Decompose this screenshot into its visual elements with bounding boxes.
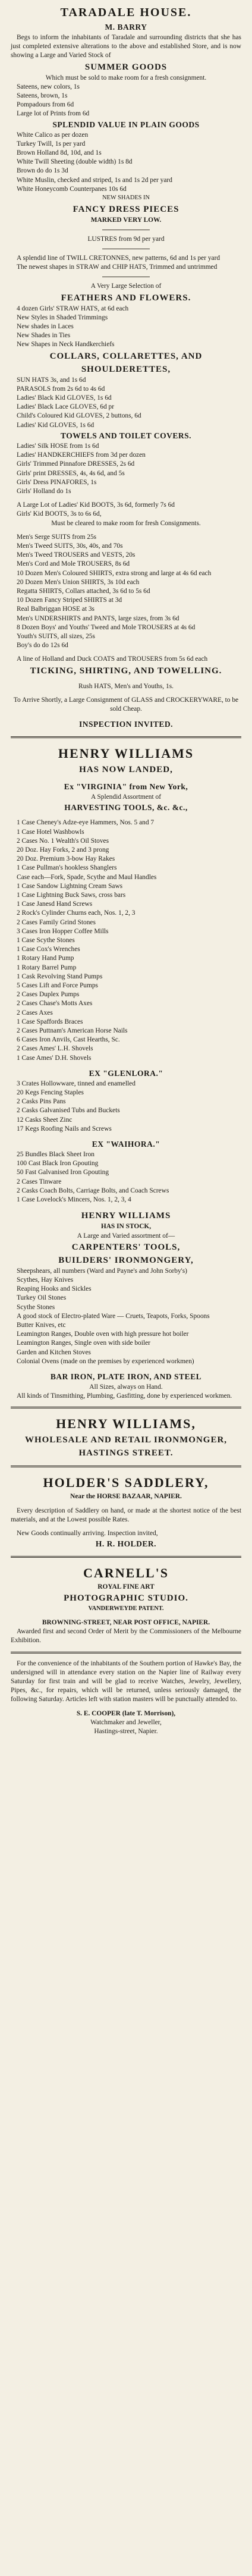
- advert-separator: [11, 1652, 241, 1653]
- list-item: Sheepshears, all numbers (Ward and Payne's and John Sorby's): [17, 1267, 187, 1275]
- list-item: 2 Casks Galvanised Tubs and Buckets: [17, 1107, 120, 1115]
- advert-separator: [11, 1407, 241, 1408]
- rush-hats-text: Rush HATS, Men's and Youths, 1s.: [78, 682, 174, 690]
- list-item: 1 Rotary Hand Pump: [17, 955, 74, 962]
- list-item: Pompadours from 6d: [17, 101, 74, 109]
- list-item: 20 Kegs Fencing Staples: [17, 1089, 84, 1097]
- list-item: Turkey Oil Stones: [17, 1294, 67, 1302]
- ticking-heading: TICKING, SHIRTING, AND TOWELLING.: [30, 666, 222, 676]
- proprietor-name: M. BARRY: [105, 23, 147, 32]
- list-item: 1 Case Janesd Hand Screws: [17, 900, 93, 908]
- in-stock-label: HAS IN STOCK,: [100, 1223, 152, 1231]
- intro-text: Begs to inform the inhabitants of Taradale and surrounding districts that she has just completed extensive alterations to the above and established Store, and is now showing a Large and Varied Stock of: [11, 34, 241, 59]
- list-item: 2 Casks Coach Bolts, Carriage Bolts, and Coach Screws: [17, 1187, 169, 1194]
- list-item: Turkey Twill, 1s per yard: [17, 140, 86, 148]
- list-item: 3 Cases Iron Hopper Coffee Mills: [17, 927, 109, 935]
- advert-separator: [11, 736, 241, 738]
- ship-virginia: Ex "VIRGINIA" from New York,: [64, 782, 188, 792]
- mens-list: [11, 533, 241, 651]
- list-item: Butter Knives, etc: [17, 1321, 66, 1329]
- list-item: 2 Cases Puttnam's American Horse Nails: [17, 1027, 128, 1035]
- carpenters-heading: CARPENTERS' TOOLS,: [71, 1242, 181, 1252]
- list-item: 100 Cast Black Iron Gpouting: [17, 1160, 99, 1168]
- collars-list: [11, 376, 241, 430]
- hats-text: The newest shapes in STRAW and CHIP HATS, Trimmed and untrimmed: [17, 263, 218, 271]
- watchmaker-notice: [11, 1659, 241, 1737]
- cretonnes-text: A splendid line of TWILL CRETONNES, new patterns, 6d and 1s per yard: [17, 255, 220, 262]
- list-item: Colonial Ovens (made on the premises by experienced workmen): [17, 1357, 194, 1365]
- landed-heading: HAS NOW LANDED,: [79, 765, 173, 775]
- list-item: 12 Casks Sheet Zinc: [17, 1116, 73, 1124]
- list-item: Ladies' Kid GLOVES, 1s 6d: [17, 421, 94, 429]
- list-item: Men's Tweed TROUSERS and VESTS, 20s: [17, 551, 136, 559]
- list-item: Scythe Stones: [17, 1303, 55, 1311]
- list-item: Brown do do 1s 3d: [17, 167, 68, 175]
- list-item: Boy's do do 12s 6d: [17, 642, 68, 650]
- advert-separator: [11, 1466, 241, 1467]
- list-item: 8 Dozen Boys' and Youths' Tweed and Mole TROUSERS at 4s 6d: [17, 623, 196, 631]
- list-item: 2 Cases Family Grind Stones: [17, 918, 96, 926]
- list-item: Ladies' Black Lace GLOVES, 6d pr: [17, 403, 115, 411]
- selection-label: A Very Large Selection of: [90, 283, 162, 290]
- summer-goods-heading: SUMMER GOODS: [84, 62, 168, 72]
- list-item: 2 Casks Pins Pans: [17, 1098, 66, 1106]
- list-item: 2 Cases Chase's Motts Axes: [17, 1000, 93, 1008]
- list-item: 1 Case Lightning Buck Saws, cross bars: [17, 892, 126, 899]
- list-item: Sateens, brown, 1s: [17, 92, 68, 100]
- list-item: White Calico as per dozen: [17, 131, 89, 139]
- location-text: Near the HORSE BAZAAR, NAPIER.: [70, 1493, 182, 1501]
- advert-separator: [11, 1556, 241, 1558]
- holders-saddlery-advert: [11, 1473, 241, 1550]
- advert-title: TARADALE HOUSE.: [60, 6, 192, 19]
- list-item: 2 Rock's Cylinder Churns each, Nos. 1, 2, 3: [17, 909, 136, 917]
- new-goods-text: New Goods continually arriving. Inspection invited,: [17, 1529, 158, 1537]
- plain-goods-list: [11, 131, 241, 194]
- list-item: New Shades in Ties: [17, 332, 71, 340]
- list-item: New Shapes in Neck Handkerchiefs: [17, 341, 115, 349]
- signature-trade: Watchmaker and Jeweller,: [90, 1718, 162, 1726]
- list-item: 1 Case Spaffords Braces: [17, 1018, 83, 1025]
- advert-title: CARNELL'S: [83, 1565, 169, 1581]
- list-item: 1 Case Pullman's hookless Shanglers: [17, 864, 117, 872]
- wholesale-heading: WHOLESALE AND RETAIL IRONMONGER,: [24, 1435, 228, 1445]
- list-item: 2 Cases Duplex Pumps: [17, 991, 80, 999]
- list-item: Leamington Ranges, Single oven with side boiler: [17, 1339, 150, 1347]
- list-item: 1 Case Scythe Stones: [17, 937, 75, 945]
- list-item: 3 Crates Hollowware, tinned and enamelled: [17, 1080, 136, 1087]
- ship-glenlora: EX "GLENLORA.": [89, 1068, 163, 1078]
- list-item: PARASOLS from 2s 6d to 4s 6d: [17, 385, 105, 393]
- royal-label: ROYAL FINE ART: [97, 1583, 155, 1591]
- henry-williams-stock-advert: [11, 1209, 241, 1401]
- list-item: Men's Cord and Mole TROUSERS, 8s 6d: [17, 560, 130, 568]
- advertiser-name: HENRY WILLIAMS: [81, 1211, 171, 1221]
- taradale-house-advert: [11, 4, 241, 730]
- list-item: Brown Holland 8d, 10d, and 1s: [17, 149, 102, 157]
- list-item: 25 Bundles Black Sheet Iron: [17, 1151, 94, 1159]
- list-item: A good stock of Electro-plated Ware — Cruets, Teapots, Forks, Spoons: [17, 1312, 210, 1320]
- description-text: Every description of Saddlery on hand, or made at the shortest notice of the best materials, and at the Lowest possible Rates.: [11, 1507, 241, 1523]
- glenlora-items: [11, 1080, 241, 1134]
- list-item: SUN HATS 3s, and 1s 6d: [17, 376, 86, 384]
- list-item: New Styles in Shaded Trimmings: [17, 313, 108, 321]
- new-shades-label: NEW SHADES IN: [102, 194, 150, 202]
- lustres-text: LUSTRES from 9d per yard: [87, 235, 165, 243]
- list-item: 20 Doz. Hay Forks, 2 and 3 prong: [17, 846, 109, 854]
- waihora-items: [11, 1150, 241, 1204]
- henry-williams-landed-advert: [11, 744, 241, 1204]
- street-heading: HASTINGS STREET.: [78, 1448, 174, 1458]
- list-item: 1 Case Cheney's Adze-eye Hammers, Nos. 5 and 7: [17, 819, 155, 827]
- list-item: Scythes, Hay Knives: [17, 1276, 74, 1284]
- fancy-dress-heading: FANCY DRESS PIECES: [73, 204, 179, 214]
- towels-heading: TOWELS AND TOILET COVERS.: [60, 431, 192, 440]
- list-item: Sateens, new colors, 1s: [17, 83, 80, 90]
- marked-low-text: MARKED VERY LOW.: [90, 216, 162, 224]
- list-item: Large lot of Prints from 6d: [17, 110, 90, 118]
- builders-heading: BUILDERS' IRONMONGERY,: [58, 1255, 194, 1265]
- advertiser-name: HENRY WILLIAMS,: [56, 1416, 196, 1432]
- awarded-text: Awarded first and second Order of Merit by the Commissioners of the Melbourne Exhibition.: [11, 1628, 241, 1645]
- list-item: 2 Cases Ames' L.H. Shovels: [17, 1045, 93, 1053]
- list-item: Girls' Dress PINAFORES, 1s: [17, 478, 97, 486]
- plain-goods-heading: SPLENDID VALUE IN PLAIN GOODS: [52, 120, 200, 129]
- tinsmithing-text: All kinds of Tinsmithing, Plumbing, Gasfitting, done by experienced workmen.: [17, 1392, 232, 1400]
- list-item: Reaping Hooks and Sickles: [17, 1285, 92, 1293]
- list-item: 20 Doz. Premium 3-bow Hay Rakes: [17, 855, 115, 863]
- list-item: Men's UNDERSHIRTS and PANTS, large sizes, from 3s 6d: [17, 614, 179, 622]
- list-item: Girls' Trimmed Pinnafore DRESSES, 2s 6d: [17, 460, 135, 468]
- harvesting-heading: HARVESTING TOOLS, &c. &c.,: [64, 803, 188, 812]
- address-text: BROWNING-STREET, NEAR POST OFFICE, NAPIER.: [42, 1618, 210, 1626]
- list-item: Garden and Kitchen Stoves: [17, 1348, 91, 1356]
- list-item: White Twill Sheeting (double width) 1s 8d: [17, 158, 133, 166]
- collars-heading: COLLARS, COLLARETTES, AND SHOULDERETTES,: [49, 351, 203, 374]
- list-item: 2 Cases Axes: [17, 1009, 53, 1016]
- list-item: Men's Serge SUITS from 25s: [17, 533, 97, 541]
- list-item: Regatta SHIRTS, Collars attached, 3s 6d to 5s 6d: [17, 587, 150, 595]
- list-item: 1 Case Cox's Wrenches: [17, 946, 80, 953]
- list-item: Men's Tweed SUITS, 30s, 40s, and 70s: [17, 542, 123, 550]
- bar-iron-heading: BAR IRON, PLATE IRON, AND STEEL: [50, 1372, 202, 1381]
- ship-waihora: EX "WAIHORA.": [92, 1140, 160, 1149]
- girls-boots-text: Girls' Kid BOOTS, 3s to 6s 6d,: [17, 510, 102, 518]
- list-item: 1 Case Sandow Lightning Cream Saws: [17, 882, 123, 890]
- list-item: White Muslin, checked and striped, 1s and 1s 2d per yard: [17, 176, 172, 184]
- list-item: New shades in Laces: [17, 323, 74, 331]
- carnells-studio-advert: [11, 1564, 241, 1645]
- list-item: Ladies' Silk HOSE from 1s 6d: [17, 442, 99, 450]
- virginia-items: [11, 818, 241, 1062]
- henry-williams-ironmonger-advert: [11, 1414, 241, 1460]
- list-item: 17 Kegs Roofing Nails and Screws: [17, 1125, 112, 1132]
- cleared-text: Must be cleared to make room for fresh Consignments.: [51, 519, 201, 527]
- list-item: 50 Fast Galvanised Iron Gpouting: [17, 1169, 109, 1176]
- list-item: 20 Dozen Men's Union SHIRTS, 3s 10d each: [17, 578, 140, 586]
- signature: H. R. HOLDER.: [95, 1539, 157, 1549]
- stock-items: [11, 1267, 241, 1366]
- list-item: 1 Case Lovelock's Mincers, Nos. 1, 2, 3, 4: [17, 1196, 131, 1204]
- list-item: 1 Cask Revolving Stand Pumps: [17, 972, 103, 980]
- coats-text: A line of Holland and Duck COATS and TROUSERS from 5s 6d each: [17, 655, 208, 663]
- advert-title: HOLDER'S SADDLERY,: [43, 1475, 209, 1491]
- patent-label: VANDERWEYDE PATENT.: [88, 1605, 164, 1612]
- inspection-text: INSPECTION INVITED.: [78, 720, 174, 729]
- all-sizes-text: All Sizes, always on Hand.: [89, 1383, 163, 1391]
- signature-address: Hastings-street, Napier.: [94, 1727, 158, 1735]
- boots-text: A Large Lot of Ladies' Kid BOOTS, 3s 6d, formerly 7s 6d: [17, 501, 175, 509]
- list-item: White Honeycomb Counterpanes 10s 6d: [17, 185, 127, 193]
- list-item: 10 Dozen Fancy Striped SHIRTS at 3d: [17, 597, 122, 604]
- splendid-label: A Splendid Assortment of: [90, 793, 162, 801]
- list-item: Ladies' HANDKERCHIEFS from 3d per dozen: [17, 451, 146, 459]
- make-room-text: Which must be sold to make room for a fresh consignment.: [45, 74, 207, 81]
- list-item: 10 Dozen Men's Coloured SHIRTS, extra strong and large at 4s 6d each: [17, 569, 212, 577]
- feathers-list: [11, 305, 241, 350]
- studio-heading: PHOTOGRAPHIC STUDIO.: [64, 1593, 188, 1604]
- list-item: 1 Case Hotel Washbowls: [17, 828, 84, 836]
- list-item: 2 Cases No. 1 Wealth's Oil Stoves: [17, 837, 109, 845]
- list-item: 4 dozen Girls' STRAW HATS, at 6d each: [17, 305, 129, 312]
- advertiser-name: HENRY WILLIAMS: [58, 746, 194, 761]
- assortment-label: A Large and Varied assortment of—: [77, 1232, 175, 1240]
- list-item: Leamington Ranges, Double oven with high pressure hot boiler: [17, 1331, 189, 1338]
- list-item: Girls' Holland do 1s: [17, 487, 71, 495]
- sateens-list: [11, 83, 241, 119]
- towels-list: [11, 442, 241, 496]
- list-item: 2 Cases Tinware: [17, 1178, 62, 1185]
- list-item: Real Balbriggan HOSE at 3s: [17, 605, 94, 613]
- list-item: Ladies' Black Kid GLOVES, 1s 6d: [17, 394, 112, 402]
- list-item: 1 Rotary Barrel Pump: [17, 964, 77, 971]
- list-item: Youth's SUITS, all sizes, 25s: [17, 632, 95, 640]
- list-item: 6 Cases Iron Anvils, Cast Hearths, Sc.: [17, 1036, 120, 1044]
- list-item: 1 Case Ames' D.H. Shovels: [17, 1054, 92, 1062]
- list-item: Case each—Fork, Spade, Scythe and Maul Handles: [17, 873, 157, 881]
- notice-text: For the convenience of the inhabitants of the Southern portion of Hawke's Bay, the undersigned will in attendance every station on the Napier line of Railway every Saturday for first train and will be glad to receive Watches, Jewelry, Jewellery, Pipes, &c., for repairs, which will be returned, unless seriously damaged, the following Saturday. Articles left with station masters will be punctually attended to.: [11, 1659, 241, 1703]
- arrive-text: To Arrive Shortly, a Large Consignment of GLASS and CROCKERYWARE, to be sold Cheap.: [13, 696, 239, 713]
- signature-name: S. E. COOPER (late T. Morrison),: [76, 1709, 176, 1717]
- list-item: Girls' print DRESSES, 4s, 4s 6d, and 5s: [17, 469, 125, 477]
- feathers-heading: FEATHERS AND FLOWERS.: [61, 293, 191, 303]
- list-item: 5 Cases Lift and Force Pumps: [17, 982, 98, 990]
- list-item: Child's Coloured Kid GLOVES, 2 buttons, 6d: [17, 412, 141, 420]
